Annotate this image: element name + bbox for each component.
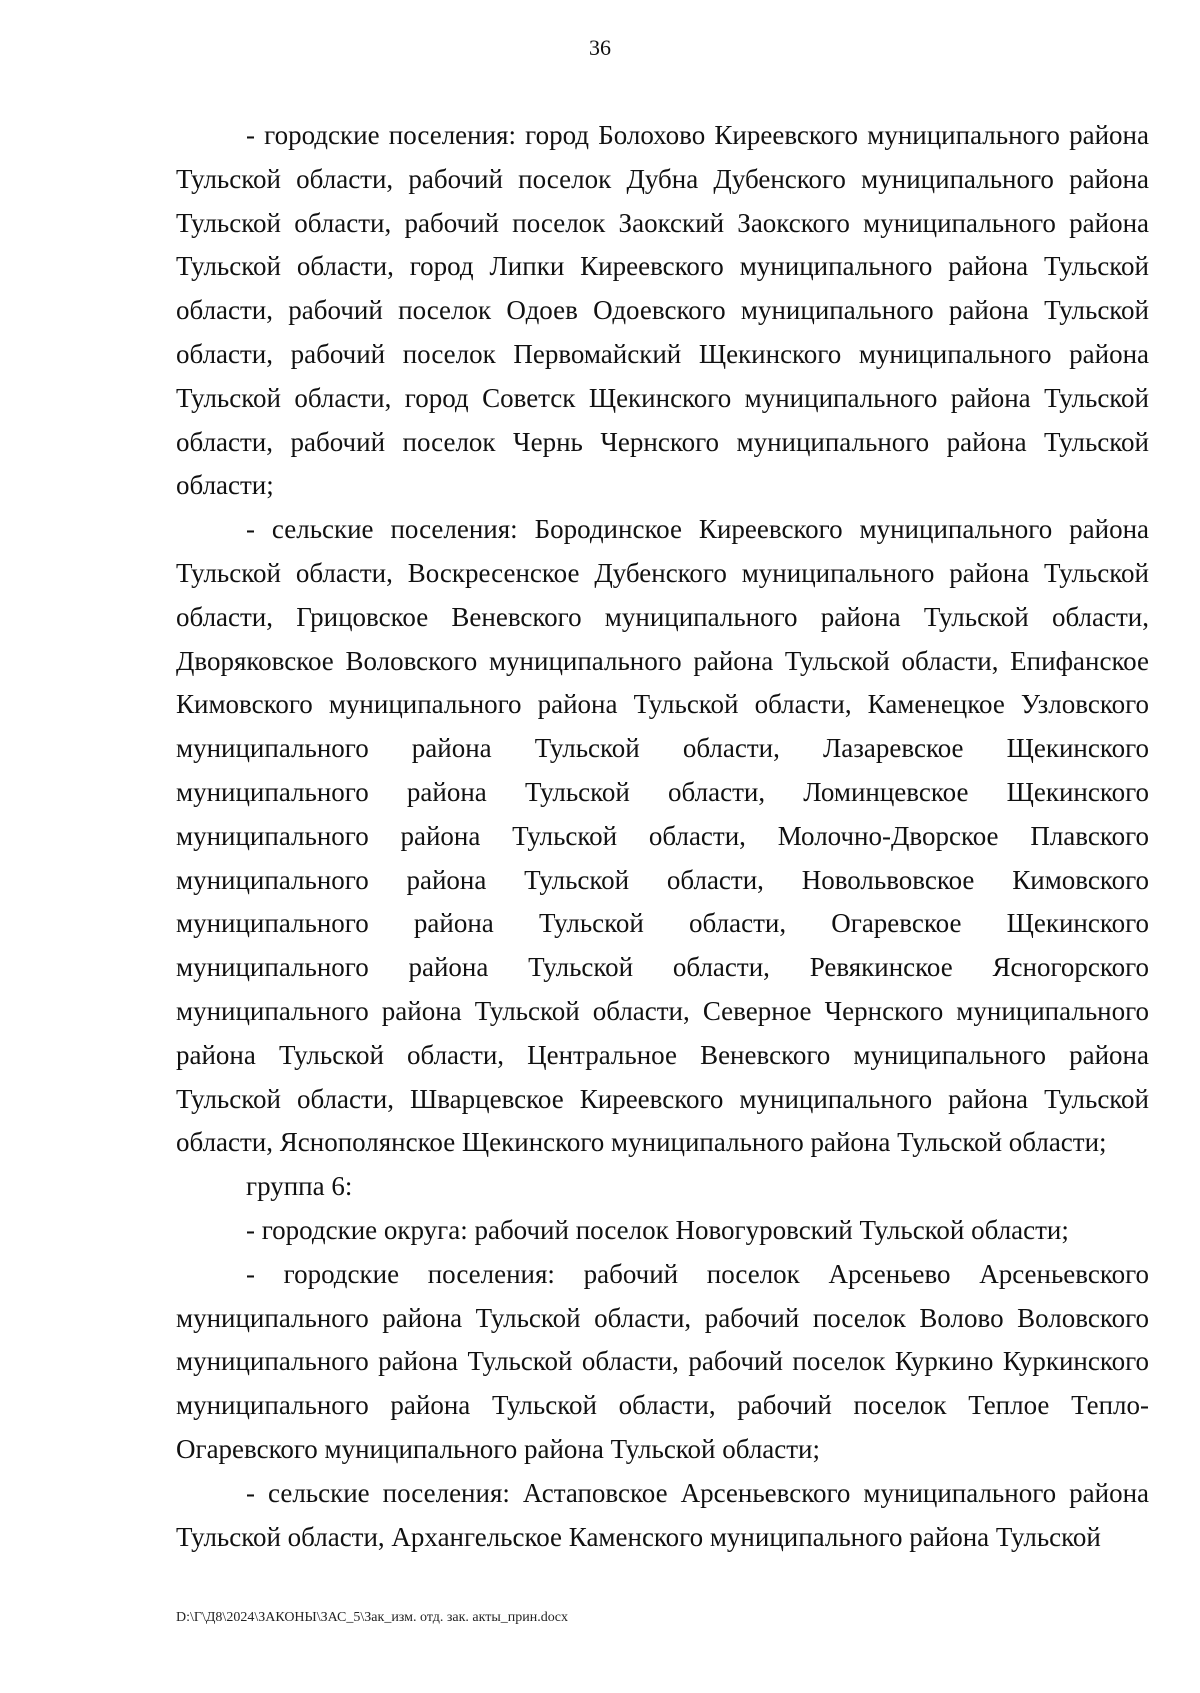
- footer-file-path: D:\Г\Д8\2024\ЗАКОНЫ\ЗАС_5\Зак_изм. отд. зак. акты_прин.docx: [176, 1610, 568, 1625]
- page-number: 36: [589, 35, 611, 60]
- paragraph-rural-settlements-group5: - сельские поселения: Бородинское Киреевского муниципального района Тульской области, Воскресенское Дубенского муниципального района Тульской области, Грицовское Веневского муниципального района Тульской области, Дворяковское Воловского муниципального района Тульской области, Епифанское Кимовского муниципального района Тульской области, Каменецкое Узловского муниципального района Тульской области, Лазаревское Щекинского муниципального района Тульской области, Ломинцевское Щекинского муниципального района Тульской области, Молочно-Дворское Плавского муниципального района Тульской области, Новольвовское Кимовского муниципального района Тульской области, Огаревское Щекинского муниципального района Тульской области, Ревякинское Ясногорского муниципального района Тульской области, Северное Чернского муниципального района Тульской области, Центральное Веневского муниципального района Тульской области, Шварцевское Киреевского муниципального района Тульской области, Яснополянское Щекинского муниципального района Тульской области;: [176, 514, 1149, 1158]
- paragraph-urban-districts-group6: - городские округа: рабочий поселок Новогуровский Тульской области;: [246, 1214, 1069, 1245]
- paragraph-urban-settlements-group5: - городские поселения: город Болохово Киреевского муниципального района Тульской области, рабочий поселок Дубна Дубенского муниципального района Тульской области, рабочий поселок Заокский Заокского муниципального района Тульской области, город Липки Киреевского муниципального района Тульской области, рабочий поселок Одоев Одоевского муниципального района Тульской области, рабочий поселок Первомайский Щекинского муниципального района Тульской области, город Советск Щекинского муниципального района Тульской области, рабочий поселок Чернь Чернского муниципального района Тульской области;: [176, 120, 1149, 501]
- paragraph-rural-settlements-group6: - сельские поселения: Астаповское Арсеньевского муниципального района Тульской области, Архангельское Каменского муниципального района Тульской: [176, 1477, 1149, 1552]
- paragraph-urban-settlements-group6: - городские поселения: рабочий поселок Арсеньево Арсеньевского муниципального района Тульской области, рабочий поселок Волово Воловского муниципального района Тульской области, рабочий поселок Куркино Куркинского муниципального района Тульской области, рабочий поселок Теплое Тепло-Огаревского муниципального района Тульской области;: [176, 1258, 1149, 1464]
- document-body: [176, 114, 1149, 1559]
- paragraph-group6-heading: группа 6:: [246, 1171, 353, 1202]
